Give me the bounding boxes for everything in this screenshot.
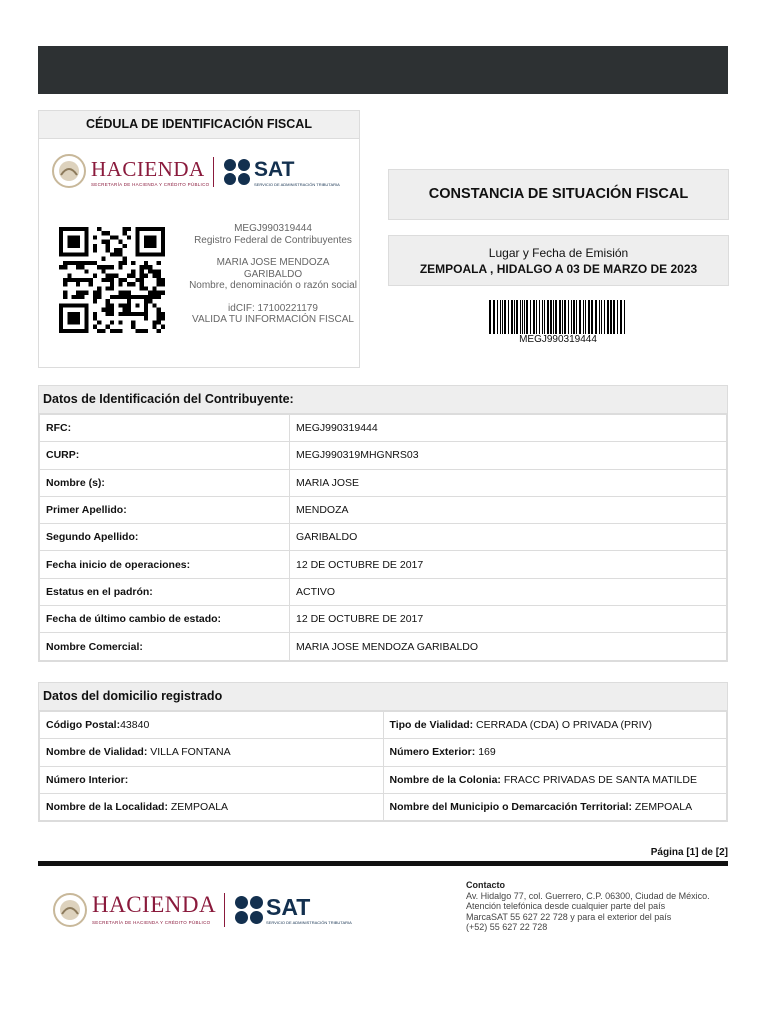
field-value: CERRADA (CDA) O PRIVADA (PRIV): [473, 719, 653, 732]
page-number: Página [1] de [2]: [650, 847, 728, 858]
address-cell: [40, 739, 384, 766]
field-value: ZEMPOALA: [632, 801, 693, 814]
domicilio-title: Datos del domicilio registrado: [39, 683, 727, 711]
cedula-box: [38, 110, 360, 368]
field-value: 169: [475, 746, 496, 759]
field-value: GARIBALDO: [290, 524, 727, 551]
field-label: Estatus en el padrón:: [40, 578, 290, 605]
footer-logo-divider: [224, 893, 225, 927]
field-label: Nombre de la Colonia:: [389, 773, 501, 786]
cedula-info: [189, 223, 357, 326]
field-value: MEGJ990319444: [290, 415, 727, 442]
table-row: [40, 712, 727, 739]
contacto-block: [466, 880, 756, 933]
cedula-logos: [51, 153, 351, 193]
field-label: Número Interior:: [46, 773, 129, 786]
field-value: MARIA JOSE: [290, 469, 727, 496]
footer-hacienda-subtitle: SECRETARÍA DE HACIENDA Y CRÉDITO PÚBLICO: [92, 920, 211, 925]
cedula-name: MARIA JOSE MENDOZA GARIBALDO: [216, 257, 330, 280]
domicilio-table: [39, 711, 727, 821]
field-value: 12 DE OCTUBRE DE 2017: [290, 551, 727, 578]
address-cell: [40, 766, 384, 793]
field-value: MENDOZA: [290, 496, 727, 523]
cedula-valida-link[interactable]: VALIDA TU INFORMACIÓN FISCAL: [192, 314, 354, 325]
footer-logos: [52, 890, 372, 930]
footer-coat-of-arms-icon: [52, 892, 88, 928]
footer-sat-subtitle: SERVICIO DE ADMINISTRACIÓN TRIBUTARIA: [266, 920, 352, 925]
field-label: Nombre Comercial:: [40, 633, 290, 660]
field-label: Fecha de último cambio de estado:: [40, 606, 290, 633]
hacienda-logo: HACIENDA: [91, 157, 205, 181]
domicilio-section: [38, 682, 728, 822]
table-row: [40, 606, 727, 633]
table-row: [40, 524, 727, 551]
field-label: Nombre de Vialidad:: [46, 746, 148, 759]
barcode-icon: [489, 300, 627, 334]
field-label: Nombre de la Localidad:: [46, 801, 168, 814]
lugar-fecha-box: [388, 235, 729, 286]
footer-rule: [38, 861, 728, 866]
sat-icon: [223, 158, 251, 186]
field-value: VILLA FONTANA: [147, 746, 231, 759]
address-cell: [40, 793, 384, 820]
coat-of-arms-icon: [51, 153, 87, 189]
contacto-title: Contacto: [466, 880, 505, 890]
field-label: Primer Apellido:: [40, 496, 290, 523]
cedula-rfc-label: Registro Federal de Contribuyentes: [194, 234, 352, 246]
address-cell: [40, 712, 384, 739]
cedula-name-label: Nombre, denominación o razón social: [189, 280, 357, 291]
top-bar: [38, 46, 728, 94]
contacto-line: MarcaSAT 55 627 22 728 y para el exterior del país: [466, 911, 672, 922]
field-value: 12 DE OCTUBRE DE 2017: [290, 606, 727, 633]
field-value: ZEMPOALA: [167, 801, 229, 814]
contribuyente-table: [39, 414, 727, 661]
sat-logo: SAT: [254, 158, 295, 181]
table-row: [40, 766, 727, 793]
table-row: [40, 633, 727, 660]
cedula-title: CÉDULA DE IDENTIFICACIÓN FISCAL: [39, 111, 359, 139]
field-label: CURP:: [40, 442, 290, 469]
constancia-title: CONSTANCIA DE SITUACIÓN FISCAL: [388, 169, 729, 220]
field-value: MEGJ990319MHGNRS03: [290, 442, 727, 469]
contribuyente-title: Datos de Identificación del Contribuyente:: [39, 386, 727, 414]
lugar-label: Lugar y Fecha de Emisión: [488, 246, 629, 260]
field-label: Segundo Apellido:: [40, 524, 290, 551]
address-cell: [383, 739, 727, 766]
qr-code-icon: [59, 227, 165, 333]
table-row: [40, 578, 727, 605]
field-value: MARIA JOSE MENDOZA GARIBALDO: [290, 633, 727, 660]
cedula-idcif: idCIF: 17100221179: [228, 302, 318, 314]
contribuyente-section: [38, 385, 728, 662]
barcode-text: MEGJ990319444: [519, 334, 597, 345]
logo-divider: [213, 157, 214, 187]
contacto-line: Av. Hidalgo 77, col. Guerrero, C.P. 06300, Ciudad de México.: [466, 890, 710, 901]
hacienda-subtitle: SECRETARÍA DE HACIENDA Y CRÉDITO PÚBLICO: [91, 182, 210, 187]
field-value: FRACC PRIVADAS DE SANTA MATILDE: [500, 773, 697, 786]
table-row: [40, 442, 727, 469]
table-row: [40, 551, 727, 578]
table-row: [40, 496, 727, 523]
field-value: 43840: [120, 719, 150, 732]
address-cell: [383, 766, 727, 793]
field-label: Código Postal:: [46, 719, 121, 732]
table-row: [40, 469, 727, 496]
footer-sat-icon: [234, 895, 264, 925]
field-label: Fecha inicio de operaciones:: [40, 551, 290, 578]
footer-sat-logo: SAT: [266, 894, 311, 920]
field-value: ACTIVO: [290, 578, 727, 605]
field-label: Nombre del Municipio o Demarcación Territorial:: [389, 801, 633, 814]
field-label: Tipo de Vialidad:: [389, 719, 474, 732]
lugar-value: ZEMPOALA , HIDALGO A 03 DE MARZO DE 2023: [419, 262, 698, 276]
field-label: RFC:: [40, 415, 290, 442]
field-label: Número Exterior:: [389, 746, 476, 759]
table-row: [40, 793, 727, 820]
address-cell: [383, 793, 727, 820]
sat-subtitle: SERVICIO DE ADMINISTRACIÓN TRIBUTARIA: [254, 182, 340, 187]
cedula-rfc: MEGJ990319444: [234, 223, 312, 234]
contacto-line: Atención telefónica desde cualquier parte del país: [466, 901, 666, 912]
address-cell: [383, 712, 727, 739]
table-row: [40, 739, 727, 766]
table-row: [40, 415, 727, 442]
field-label: Nombre (s):: [40, 469, 290, 496]
footer-hacienda-logo: HACIENDA: [92, 892, 217, 917]
contacto-line: (+52) 55 627 22 728: [466, 922, 548, 933]
